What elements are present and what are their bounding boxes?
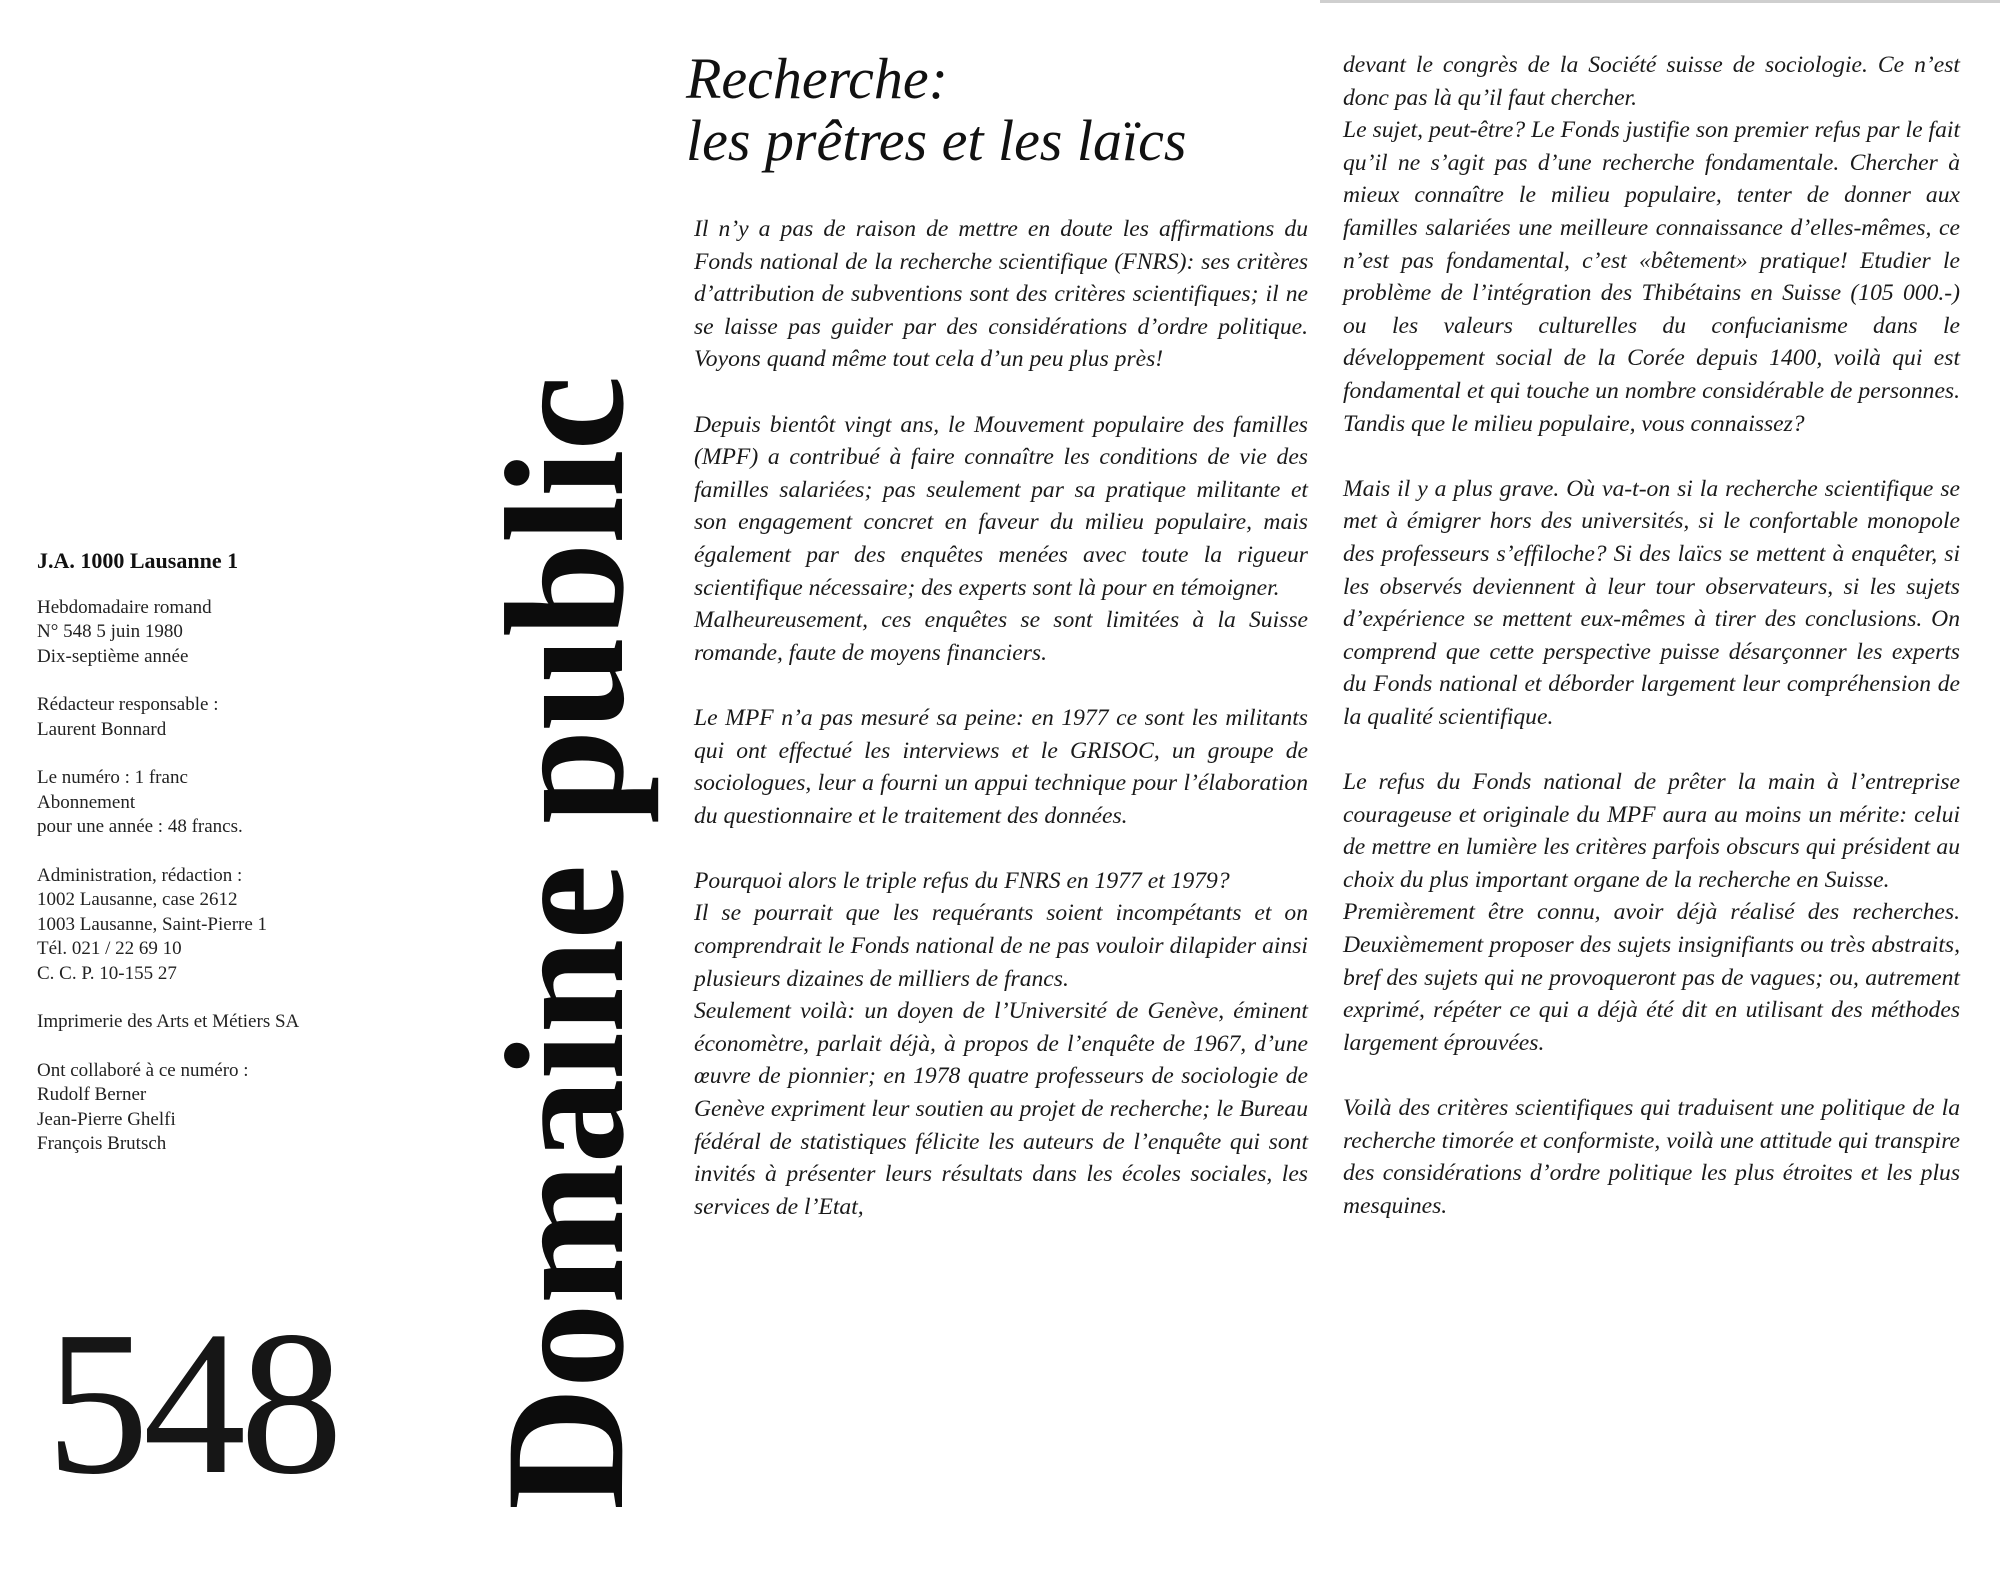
admin-ccp: C. C. P. 10-155 27 — [37, 962, 177, 984]
paragraph: devant le congrès de la Société suisse de sociologie. Ce n’est donc pas là qu’il faut chercher. — [1343, 52, 1960, 111]
admin-address-1: 1002 Lausanne, case 2612 — [37, 889, 238, 910]
contributor-name: Jean-Pierre Ghelfi — [37, 1108, 176, 1130]
issue-date: N° 548 5 juin 1980 — [37, 621, 183, 642]
paragraph: Malheureusement, ces enquêtes se sont limitées à la Suisse romande, faute de moyens financiers. — [694, 607, 1308, 666]
printer-info — [37, 1010, 397, 1035]
contributor-name: François Brutsch — [37, 1133, 167, 1154]
admin-info — [37, 864, 397, 987]
publication-year: Dix-septième année — [37, 645, 189, 667]
editor-label: Rédacteur responsable : — [37, 694, 219, 715]
paragraph-closing: Voilà des critères scientifiques qui traduisent une politique de la recherche timorée et conformiste, voilà une attitude qui transpire des considérations d’ordre politique les plus étroites et les plus mesquines. — [1343, 1095, 1960, 1219]
headline-line-1: Recherche: — [686, 46, 948, 111]
price-info — [37, 766, 397, 840]
admin-label: Administration, rédaction : — [37, 864, 243, 886]
paragraph: Il se pourrait que les requérants soient incompétants et on comprendrait le Fonds national de ne pas vouloir dilapider ainsi plusieurs dizaines de milliers de francs. — [694, 900, 1308, 992]
contributors-info — [37, 1059, 397, 1157]
postal-line: J.A. 1000 Lausanne 1 — [37, 548, 239, 573]
article-headline — [686, 48, 1306, 172]
paragraph: Mais il y a plus grave. Où va-t-on si la recherche scientifique se met à émigrer hors des universités, si le confortable monopole des professeurs s’effiloche? Si des laïcs se mettent à enquêter, si les observés deviennent à leur tour observateurs, si les sujets d’expérience se mettent eux-mêmes à tirer des conclusions. On comprend que cette perspective puisse désarçonner les experts du Fonds national et déborder largement leur compréhension de la qualité scientifique. — [1343, 475, 1960, 730]
issue-number: 548 — [46, 1288, 337, 1517]
article-column-1 — [694, 213, 1308, 1223]
paragraph-intro: Il n’y a pas de raison de mettre en doute les affirmations du Fonds national de la recherche scientifique (FNRS): ses critères d’attribution de subventions sont des critères scientifiques; il ne se laisse pas guider par des considérations d’ordre politique. Voyons quand même tout cela d’un peu plus près! — [694, 216, 1308, 373]
subscription-price: pour une année : 48 francs. — [37, 816, 243, 837]
admin-address-2: 1003 Lausanne, Saint-Pierre 1 — [37, 913, 268, 935]
admin-phone: Tél. 021 / 22 69 10 — [37, 938, 182, 959]
editor-name: Laurent Bonnard — [37, 718, 167, 740]
paragraph: Le refus du Fonds national de prêter la main à l’entreprise courageuse et originale du MPF aura au moins un mérite: celui de mettre en lumière les critères parfois obscurs qui président au choix du plus important organe de la recherche en Suisse. — [1343, 769, 1960, 893]
paragraph: Depuis bientôt vingt ans, le Mouvement populaire des familles (MPF) a contribué à faire connaître les conditions de vie des familles salariées; pas seulement par sa pratique militante et son engagement concret en faveur du milieu populaire, mais également par des enquêtes menées avec toute la rigueur scientifique nécessaire; des experts sont là pour en témoigner. — [694, 411, 1308, 601]
paragraph: Premièrement être connu, avoir déjà réalisé des recherches. Deuxièmement proposer des sujets insignifiants ou très abstraits, bref des sujets qui ne provoqueront pas de vagues; ou, autrement exprimé, répéter ce qui a déjà été dit en utilisant des méthodes largement éprouvées. — [1343, 899, 1960, 1056]
article-column-2 — [1343, 49, 1960, 1222]
publication-info — [37, 596, 397, 670]
paragraph: Pourquoi alors le triple refus du FNRS en 1977 et 1979? — [694, 867, 1230, 894]
masthead-info — [37, 549, 397, 1181]
headline-line-2: les prêtres et les laïcs — [686, 108, 1187, 173]
publication-type: Hebdomadaire romand — [37, 596, 212, 618]
paragraph: Le sujet, peut-être? Le Fonds justifie son premier refus par le fait qu’il ne s’agit pas d’une recherche fondamentale. Chercher à mieux connaître le milieu populaire, tenter de donner aux familles salariées une meilleure connaissance d’elles-mêmes, ce n’est pas fondamental, c’est «bêtement» pratique! Etudier le problème de l’intégration des Thibétains en Suisse (105 000.-) ou les valeurs culturelles du confucianisme dans le développement social de la Corée depuis 1400, voilà qui est fondamental et qui touche un nombre considérable de personnes. Tandis que le milieu populaire, vous connaissez? — [1343, 117, 1960, 437]
editor-info — [37, 693, 397, 742]
contributors-label: Ont collaboré à ce numéro : — [37, 1059, 249, 1081]
printer-name: Imprimerie des Arts et Métiers SA — [37, 1011, 300, 1032]
publication-title: Domaine public — [471, 376, 659, 1510]
contributor-name: Rudolf Berner — [37, 1084, 147, 1105]
paragraph: Seulement voilà: un doyen de l’Université de Genève, éminent économètre, parlait déjà, à propos de l’enquête de 1967, d’une œuvre de pionnier; en 1978 quatre professeurs de sociologie de Genève expriment leur soutien au projet de recherche; le Bureau fédéral de statistiques félicite les auteurs de l’enquête qui sont invités à présenter leurs résultats dans les écoles sociales, les services de l’Etat, — [694, 998, 1308, 1220]
paragraph: Le MPF n’a pas mesuré sa peine: en 1977 ce sont les militants qui ont effectué les interviews et le GRISOC, un groupe de sociologues, leur a fourni un appui technique pour l’élaboration du questionnaire et le traitement des données. — [694, 704, 1308, 829]
issue-price: Le numéro : 1 franc — [37, 767, 188, 788]
scan-edge-line — [1320, 0, 2000, 3]
subscription-label: Abonnement — [37, 791, 136, 813]
